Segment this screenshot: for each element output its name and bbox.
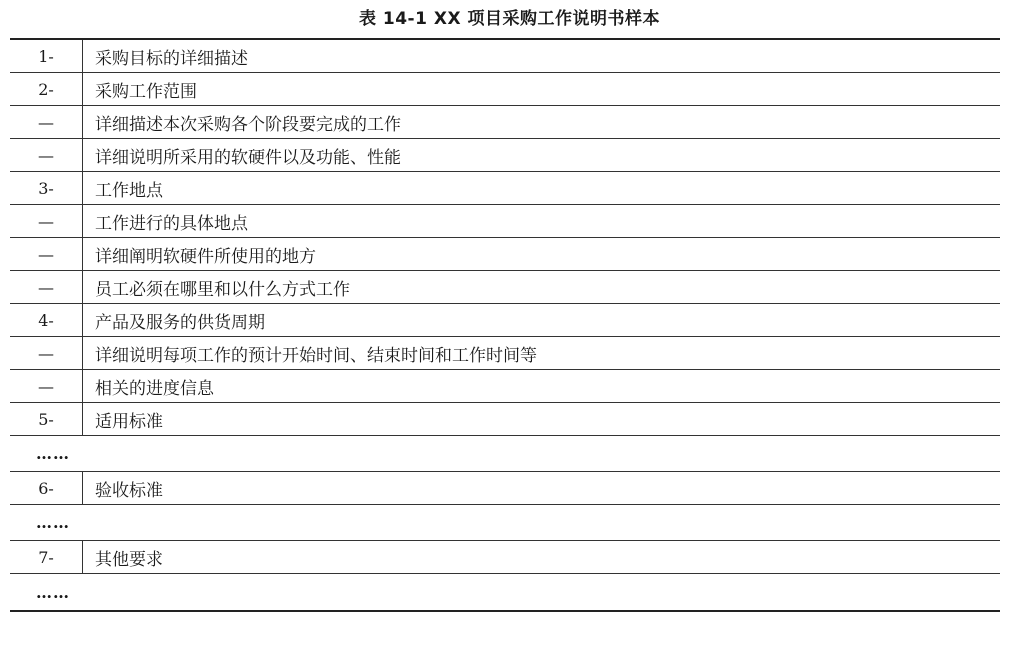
row-text: 采购工作范围 [95, 81, 197, 102]
row-text: 采购目标的详细描述 [95, 48, 248, 69]
ellipsis-marker: …… [36, 513, 70, 532]
ellipsis-marker: …… [36, 582, 70, 602]
row-text: 工作地点 [95, 180, 163, 201]
table-row-continuation [10, 574, 1000, 610]
table-row [10, 106, 1000, 139]
row-text: 其他要求 [95, 549, 163, 570]
row-number: — [10, 238, 83, 270]
table-row [10, 40, 1000, 73]
table-row [10, 73, 1000, 106]
table-row-continuation [10, 436, 1000, 472]
row-text: 工作进行的具体地点 [95, 213, 248, 234]
row-text: 验收标准 [95, 480, 163, 501]
table-row [10, 541, 1000, 574]
row-number: — [10, 337, 83, 369]
table-title: 表 14-1 XX 项目采购工作说明书样本 [358, 9, 660, 29]
row-text: 员工必须在哪里和以什么方式工作 [95, 279, 350, 300]
row-text: 适用标准 [95, 411, 163, 432]
table-row [10, 238, 1000, 271]
row-text: 详细说明每项工作的预计开始时间、结束时间和工作时间等 [95, 345, 537, 366]
table-row [10, 205, 1000, 238]
sow-table [10, 38, 1000, 612]
row-number: 4- [10, 304, 83, 336]
row-number: 5- [10, 403, 83, 435]
row-number: 1- [10, 40, 83, 72]
row-text: 相关的进度信息 [95, 378, 214, 399]
table-row [10, 172, 1000, 205]
row-number: 7- [10, 541, 83, 573]
row-number: — [10, 139, 83, 171]
table-row-continuation [10, 505, 1000, 541]
table-row [10, 403, 1000, 436]
row-number: 2- [10, 73, 83, 105]
table-row [10, 337, 1000, 370]
ellipsis-marker: …… [36, 444, 70, 463]
row-number: — [10, 271, 83, 303]
table-row [10, 304, 1000, 337]
table-row [10, 139, 1000, 172]
row-text: 详细说明所采用的软硬件以及功能、性能 [95, 147, 401, 168]
row-text: 详细阐明软硬件所使用的地方 [95, 246, 316, 267]
row-number: — [10, 370, 83, 402]
table-row [10, 370, 1000, 403]
row-number: 6- [10, 472, 83, 504]
row-text: 详细描述本次采购各个阶段要完成的工作 [95, 114, 401, 135]
row-number: — [10, 106, 83, 138]
row-number: 3- [10, 172, 83, 204]
row-text: 产品及服务的供货周期 [95, 312, 265, 333]
table-row [10, 271, 1000, 304]
table-row [10, 472, 1000, 505]
row-number: — [10, 205, 83, 237]
